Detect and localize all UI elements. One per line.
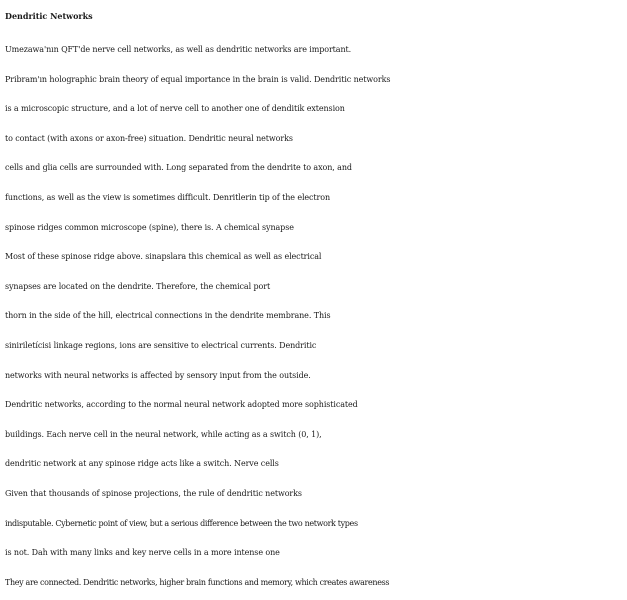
text-line: thorn in the side of the hill, electrical connections in the dendrite membrane. This (5, 311, 331, 321)
text-line: is a microscopic structure, and a lot of nerve cell to another one of denditik extension (5, 104, 345, 114)
document-title: Dendritic Networks (5, 11, 93, 21)
text-line: spinose ridges common microscope (spine), there is. A chemical synapse (5, 222, 294, 232)
text-line: networks with neural networks is affected by sensory input from the outside. (5, 370, 311, 380)
text-line: cells and glia cells are surrounded with. Long separated from the dendrite to axon, and (5, 163, 352, 173)
text-line: to contact (with axons or axon-free) situation. Dendritic neural networks (5, 133, 293, 143)
text-line: indisputable. Cybernetic point of view, but a serious difference between the two network types (5, 518, 358, 528)
text-line: dendritic network at any spinose ridge acts like a switch. Nerve cells (5, 459, 279, 469)
text-line: synapses are located on the dendrite. Therefore, the chemical port (5, 281, 271, 291)
text-line: buildings. Each nerve cell in the neural network, while acting as a switch (0, 1), (5, 429, 322, 439)
text-line: They are connected. Dendritic networks, higher brain functions and memory, which creates awareness (5, 577, 390, 587)
text-line: is not. Dah with many links and key nerve cells in a more intense one (5, 548, 280, 558)
text-line: siniriletícisi linkage regions, ions are sensitive to electrical currents. Dendritic (5, 340, 317, 350)
text-line: Most of these spinose ridge above. sinapslara this chemical as well as electrical (5, 252, 322, 262)
text-line: Dendritic networks, according to the normal neural network adopted more sophisticated (5, 400, 358, 410)
text-line: Umezawa'nın QFT'de nerve cell networks, as well as dendritic networks are important. (5, 45, 352, 54)
text-line: Given that thousands of spinose projections, the rule of dendritic networks (5, 488, 302, 498)
text-line: functions, as well as the view is sometimes difficult. Denritlerin tip of the electron (5, 192, 331, 202)
document-body (5, 6, 625, 597)
text-line: Pribram'ın holographic brain theory of equal importance in the brain is valid. Dendritic networks (5, 74, 391, 84)
